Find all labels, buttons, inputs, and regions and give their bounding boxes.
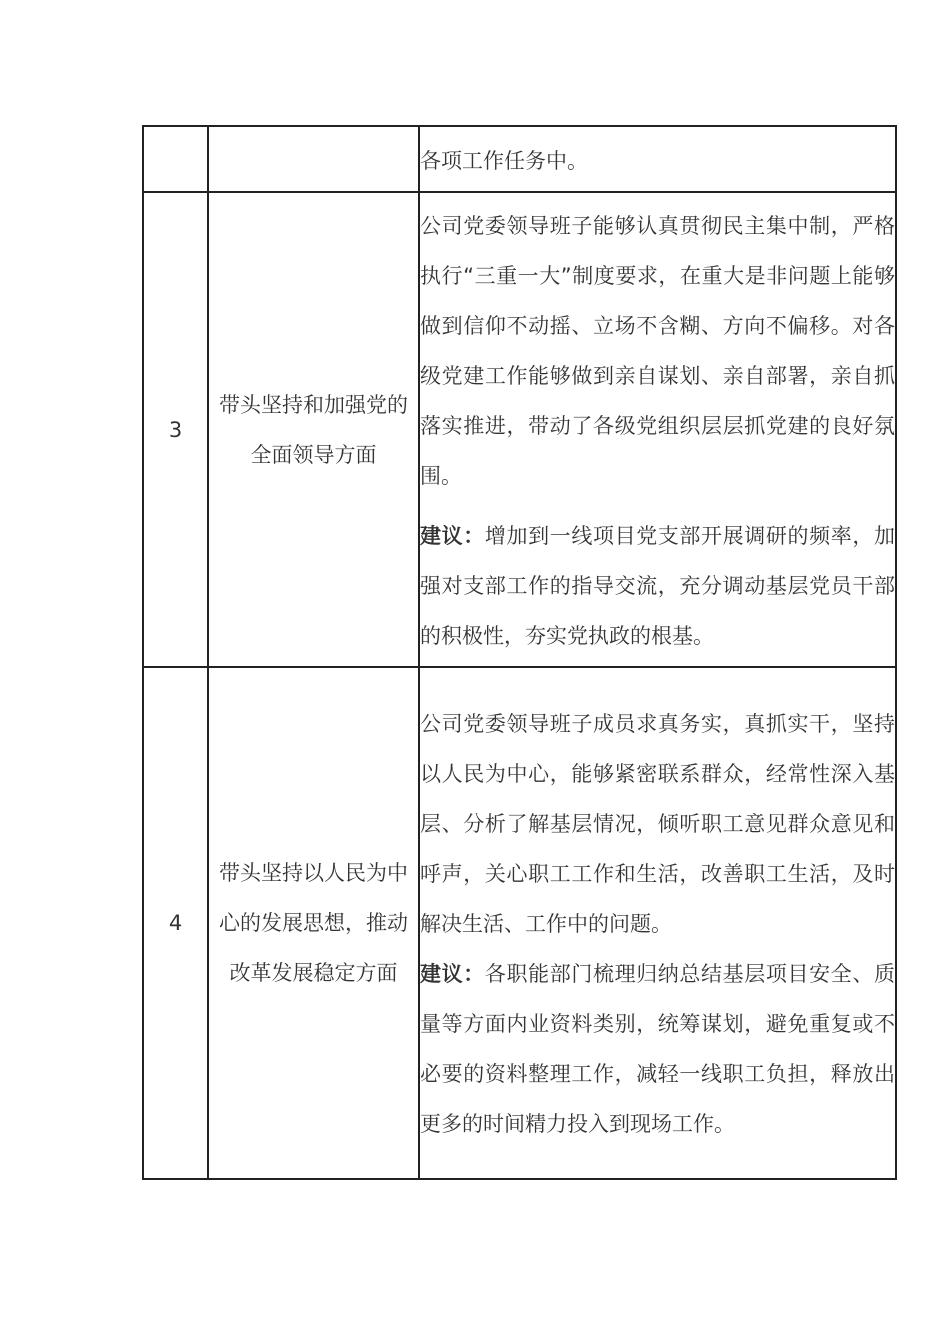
suggestion-text: 各职能部门梳理归纳总结基层项目安全、质量等方面内业资料类别，统筹谋划，避免重复或不必要的资料整理工作，减轻一线职工负担，释放出更多的时间精力投入到现场工作。 (420, 962, 896, 1136)
row-content (419, 126, 896, 192)
row-number: 3 (143, 192, 208, 667)
row-content (419, 667, 896, 1179)
suggestion-label: 建议： (420, 523, 485, 548)
row-number: 4 (143, 667, 208, 1179)
suggestion-label: 建议： (420, 962, 485, 986)
row-content (419, 192, 896, 667)
content-paragraph: 公司党委领导班子能够认真贯彻民主集中制，严格执行“三重一大”制度要求，在重大是非问题上能够做到信仰不动摇、立场不含糊、方向不偏移。对各级党建工作能够做到亲自谋划、亲自部署，亲自抓落实推进，带动了各级党组织层层抓党建的良好氛围。 (420, 213, 895, 488)
row-topic (208, 126, 419, 192)
row-topic: 带头坚持和加强党的全面领导方面 (208, 192, 419, 667)
row-topic: 带头坚持以人民为中心的发展思想，推动改革发展稳定方面 (208, 667, 419, 1179)
suggestion-paragraph (420, 511, 895, 661)
row-number (143, 126, 208, 192)
table-row (143, 667, 896, 1179)
evaluation-table (142, 125, 897, 1180)
suggestion-text: 增加到一线项目党支部开展调研的频率，加强对支部工作的指导交流，充分调动基层党员干部的积极性，夯实党执政的根基。 (420, 523, 896, 648)
content-paragraph: 公司党委领导班子成员求真务实，真抓实干，坚持以人民为中心，能够紧密联系群众，经常性深入基层、分析了解基层情况，倾听职工意见群众意见和呼声，关心职工工作和生活，改善职工生活，及时解决生活、工作中的问题。 (420, 712, 895, 936)
table-row (143, 126, 896, 192)
table-row (143, 192, 896, 667)
suggestion-paragraph (420, 949, 895, 1149)
content-paragraph: 各项工作任务中。 (420, 148, 588, 173)
